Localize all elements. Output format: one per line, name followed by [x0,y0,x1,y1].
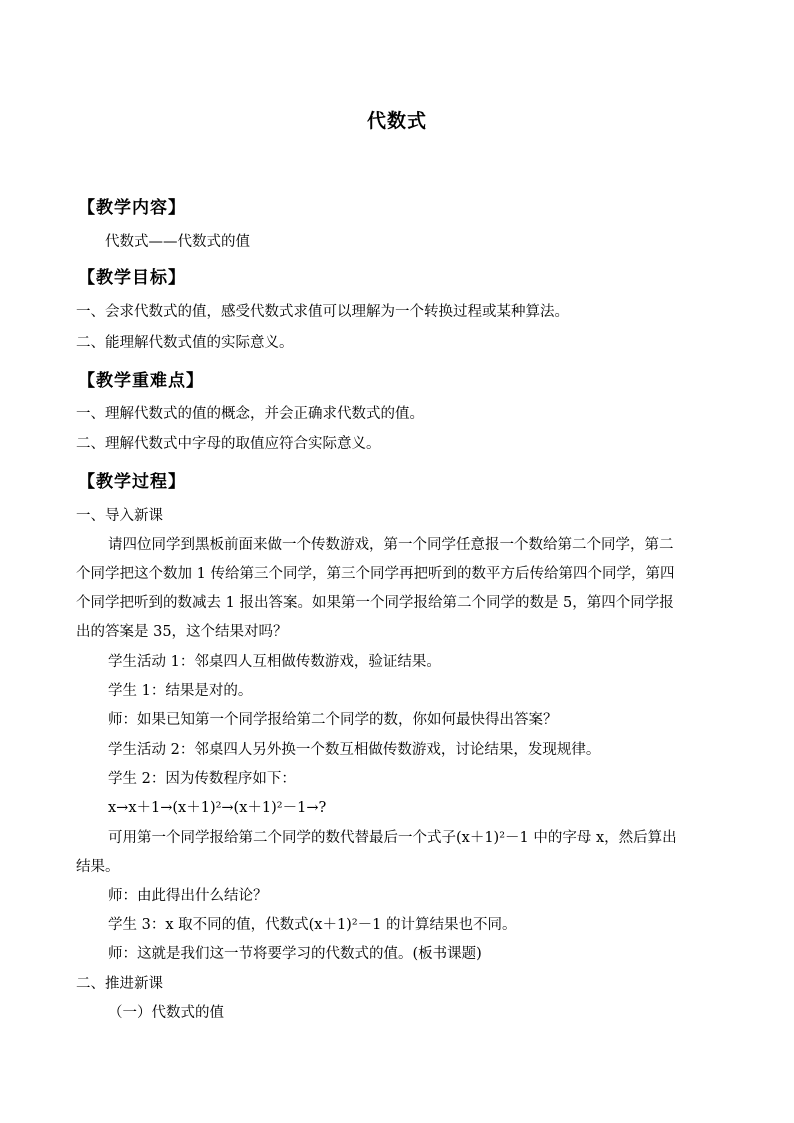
formula-chain: x→x＋1→(x＋1)²→(x＋1)²－1→? [108,800,327,816]
step-heading-2: 二、推进新课 [76,976,163,992]
paragraph-1-line-1: 请四位同学到黑板前面来做一个传数游戏，第一个同学任意报一个数给第二个同学，第二 [108,537,674,553]
heading-teaching-goals: 【教学目标】 [78,268,186,288]
key-item-1: 一、理解代数式的值的概念，并会正确求代数式的值。 [76,406,424,422]
heading-teaching-process: 【教学过程】 [78,472,186,492]
page-title: 代数式 [366,110,427,132]
teacher-question-1: 师：如果已知第一个同学报给第二个同学的数，你如何最快得出答案？ [108,712,558,728]
student-activity-2: 学生活动 2：邻桌四人另外换一个数互相做传数游戏，讨论结果，发现规律。 [108,742,601,758]
student-2-answer: 学生 2：因为传数程序如下： [108,771,296,787]
content-text: 代数式——代数式的值 [105,234,250,250]
paragraph-1-line-4: 出的答案是 35，这个结果对吗？ [76,624,288,640]
student-1-answer: 学生 1：结果是对的。 [108,683,253,699]
paragraph-1-line-3: 个同学把听到的数减去 1 报出答案。如果第一个同学报给第二个同学的数是 5，第四个同学报 [76,595,674,611]
step-heading-1: 一、导入新课 [76,508,163,524]
heading-teaching-content: 【教学内容】 [78,198,186,218]
paragraph-2-line-2: 结果。 [76,859,120,875]
key-item-2: 二、理解代数式中字母的取值应符合实际意义。 [76,436,381,452]
goal-item-1: 一、会求代数式的值，感受代数式求值可以理解为一个转换过程或某种算法。 [76,304,569,320]
teacher-statement-3: 师：这就是我们这一节将要学习的代数式的值。(板书课题) [108,946,482,962]
goal-item-2: 二、能理解代数式值的实际意义。 [76,335,294,351]
student-activity-1: 学生活动 1：邻桌四人互相做传数游戏，验证结果。 [108,654,441,670]
paragraph-1-line-2: 个同学把这个数加 1 传给第三个同学，第三个同学再把听到的数平方后传给第四个同学，第四 [76,566,675,582]
heading-key-points: 【教学重难点】 [78,371,204,391]
paragraph-2-line-1: 可用第一个同学报给第二个同学的数代替最后一个式子(x＋1)²－1 中的字母 x，然后算出 [108,830,677,846]
subsection-heading-1: （一）代数式的值 [108,1005,224,1021]
teacher-question-2: 师：由此得出什么结论？ [108,888,268,904]
student-3-answer: 学生 3：x 取不同的值，代数式(x＋1)²－1 的计算结果也不同。 [108,917,517,933]
